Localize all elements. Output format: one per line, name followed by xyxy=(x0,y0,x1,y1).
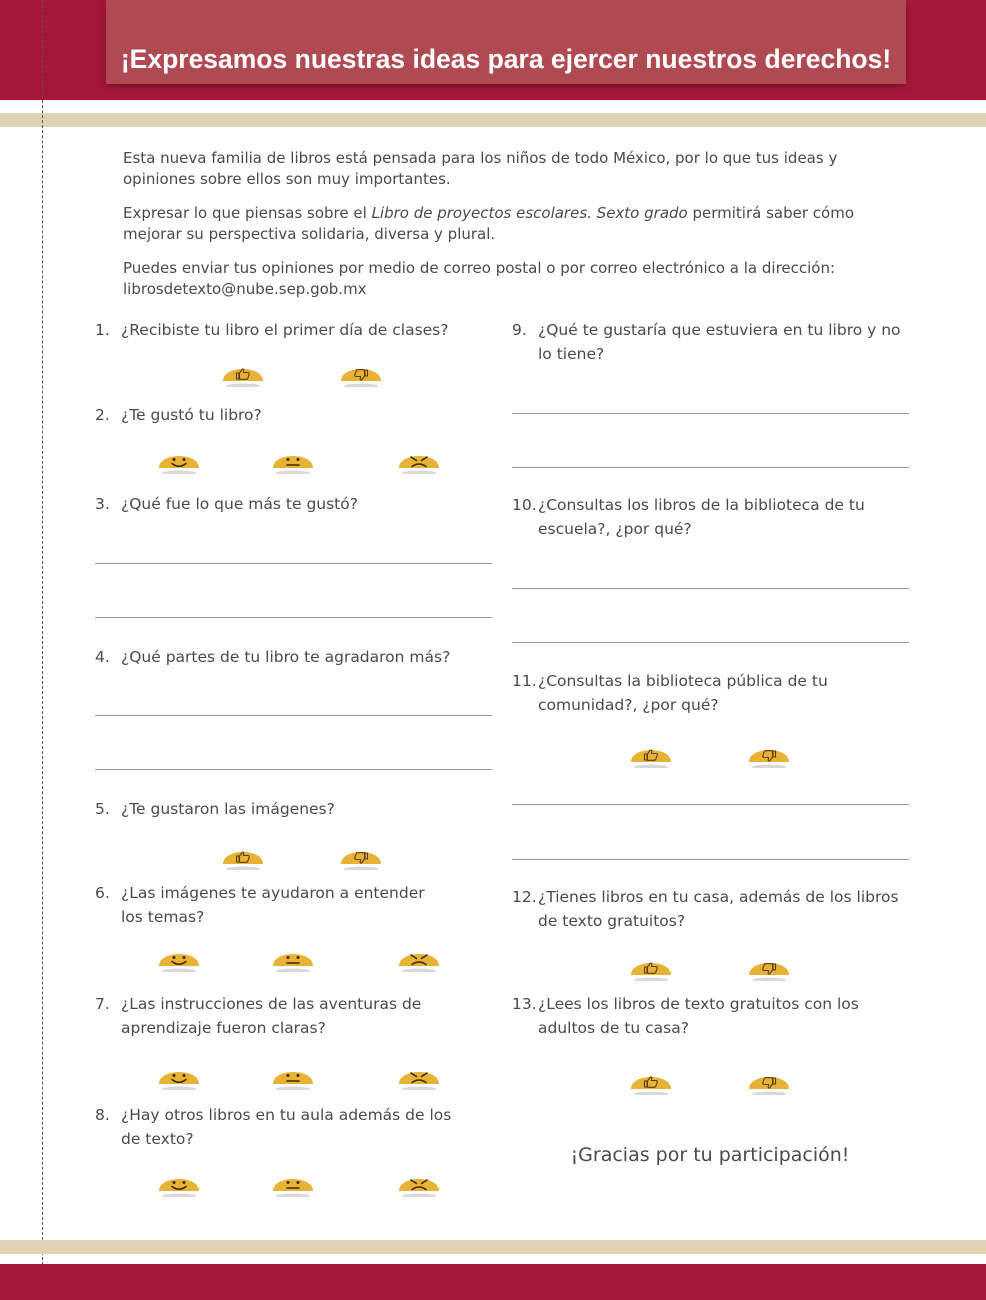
question-text: ¿Las imágenes te ayudaron a entender los temas? xyxy=(121,884,425,926)
intro-paragraph-2 xyxy=(123,203,883,245)
thanks-message: ¡Gracias por tu participación! xyxy=(570,1144,850,1166)
question-text: ¿Tienes libros en tu casa, además de los libros de texto gratuitos? xyxy=(538,888,899,930)
neutral-face-icon[interactable] xyxy=(271,1169,315,1197)
question-number: 1. xyxy=(95,321,110,339)
answer-line[interactable] xyxy=(512,804,909,805)
question-number: 9. xyxy=(512,321,527,339)
question-text: ¿Hay otros libros en tu aula además de los de texto? xyxy=(121,1106,452,1148)
intro-p2-after: permitirá saber cómo mejorar su perspectiva solidaria, diversa y plural. xyxy=(123,204,855,243)
intro-p2-before: Expresar lo que piensas sobre el xyxy=(123,204,372,222)
book-title: Libro de proyectos escolares. Sexto grado xyxy=(371,204,688,222)
thumbs-down-icon[interactable] xyxy=(747,740,791,768)
neutral-face-icon[interactable] xyxy=(271,1062,315,1090)
question-text: ¿Lees los libros de texto gratuitos con los adultos de tu casa? xyxy=(538,995,859,1037)
thumbs-up-icon[interactable] xyxy=(221,842,265,870)
thumbs-up-icon[interactable] xyxy=(629,953,673,981)
question-text: ¿Te gustaron las imágenes? xyxy=(121,800,335,818)
question-text: ¿Qué partes de tu libro te agradaron más? xyxy=(121,648,451,666)
angry-face-icon[interactable] xyxy=(397,1062,441,1090)
question-text: ¿Qué fue lo que más te gustó? xyxy=(121,495,358,513)
question-number: 8. xyxy=(95,1106,110,1124)
bottom-divider-stripe xyxy=(0,1240,986,1254)
angry-face-icon[interactable] xyxy=(397,446,441,474)
question-text: ¿Consultas los libros de la biblioteca de tu escuela?, ¿por qué? xyxy=(538,496,865,538)
answer-line[interactable] xyxy=(512,642,909,643)
question-text: ¿Qué te gustaría que estuviera en tu libro y no lo tiene? xyxy=(538,321,901,363)
happy-face-icon[interactable] xyxy=(157,446,201,474)
thumbs-down-icon[interactable] xyxy=(339,842,383,870)
neutral-face-icon[interactable] xyxy=(271,446,315,474)
thumbs-up-icon[interactable] xyxy=(629,740,673,768)
question-text: ¿Consultas la biblioteca pública de tu comunidad?, ¿por qué? xyxy=(538,672,828,714)
thumbs-down-icon[interactable] xyxy=(747,953,791,981)
question-text: ¿Recibiste tu libro el primer día de clases? xyxy=(121,321,449,339)
intro-paragraph-3: Puedes enviar tus opiniones por medio de correo postal o por correo electrónico a la dirección: librosdetexto@nube.sep.gob.mx xyxy=(123,259,836,298)
answer-line[interactable] xyxy=(512,467,909,468)
question-number: 6. xyxy=(95,884,110,902)
fold-line xyxy=(42,0,43,1300)
thumbs-down-icon[interactable] xyxy=(747,1067,791,1095)
thumbs-up-icon[interactable] xyxy=(629,1067,673,1095)
page-title: ¡Expresamos nuestras ideas para ejercer nuestros derechos! xyxy=(120,44,892,74)
answer-line[interactable] xyxy=(95,715,492,716)
question-number: 2. xyxy=(95,406,110,424)
question-number: 3. xyxy=(95,495,110,513)
happy-face-icon[interactable] xyxy=(157,1169,201,1197)
angry-face-icon[interactable] xyxy=(397,944,441,972)
thumbs-up-icon[interactable] xyxy=(221,359,265,387)
answer-line[interactable] xyxy=(512,588,909,589)
thumbs-down-icon[interactable] xyxy=(339,359,383,387)
question-text: ¿Te gustó tu libro? xyxy=(121,406,262,424)
neutral-face-icon[interactable] xyxy=(271,944,315,972)
happy-face-icon[interactable] xyxy=(157,1062,201,1090)
question-number: 4. xyxy=(95,648,110,666)
answer-line[interactable] xyxy=(95,563,492,564)
answer-line[interactable] xyxy=(512,859,909,860)
answer-line[interactable] xyxy=(512,413,909,414)
top-divider-stripe xyxy=(0,113,986,127)
question-number: 12. xyxy=(512,888,537,906)
footer-band xyxy=(0,1264,986,1300)
question-text: ¿Las instrucciones de las aventuras de aprendizaje fueron claras? xyxy=(121,995,422,1037)
question-number: 13. xyxy=(512,995,537,1013)
question-number: 11. xyxy=(512,672,537,690)
question-number: 10. xyxy=(512,496,537,514)
angry-face-icon[interactable] xyxy=(397,1169,441,1197)
question-number: 7. xyxy=(95,995,110,1013)
intro-paragraph-1: Esta nueva familia de libros está pensada para los niños de todo México, por lo que tus ideas y opiniones sobre ellos son muy importantes. xyxy=(123,149,838,188)
title-box xyxy=(106,0,906,84)
answer-line[interactable] xyxy=(95,617,492,618)
happy-face-icon[interactable] xyxy=(157,944,201,972)
answer-line[interactable] xyxy=(95,769,492,770)
question-number: 5. xyxy=(95,800,110,818)
